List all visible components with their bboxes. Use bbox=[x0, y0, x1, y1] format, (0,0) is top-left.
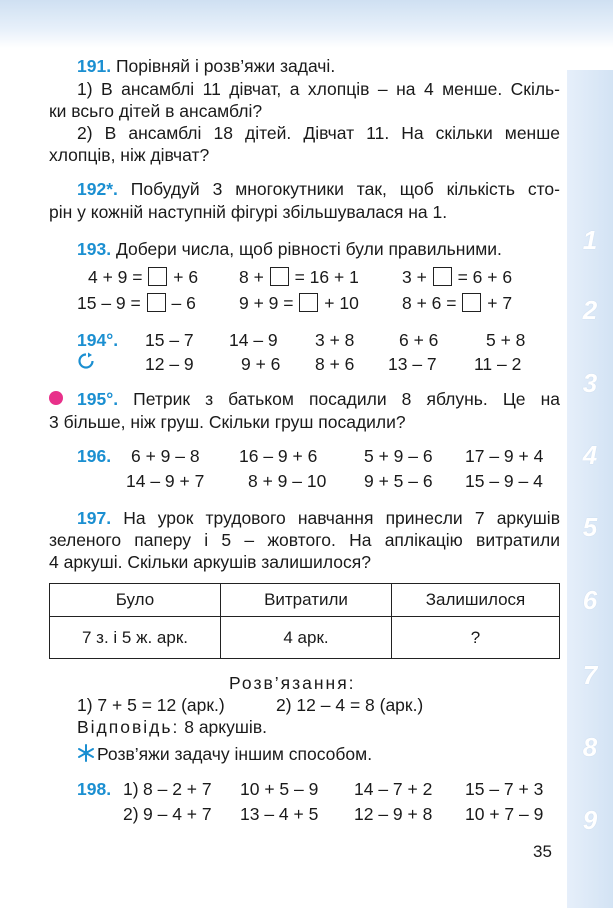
problem-195-line: 3 більше, ніж груш. Скільки груш посадили? bbox=[49, 412, 406, 432]
problem-number: 198. bbox=[77, 779, 112, 799]
answer-box[interactable] bbox=[148, 267, 167, 286]
equation-part: – 6 bbox=[171, 293, 196, 313]
equation-part: + 7 bbox=[487, 293, 513, 313]
equation-part: 3 + bbox=[402, 267, 427, 287]
answer-line bbox=[77, 716, 267, 738]
problem-191-line: 2) В ансамблі 18 дітей. Дівчат 11. На скільки менше bbox=[77, 123, 560, 143]
answer-box[interactable] bbox=[433, 267, 452, 286]
equation bbox=[77, 292, 196, 314]
table-header-cell: Було bbox=[50, 584, 221, 617]
expression: 8 + 9 – 10 bbox=[248, 471, 327, 491]
equation-part: 4 + 9 = bbox=[88, 267, 143, 287]
problem-197-line: зеленого паперу і 5 – жовтого. На аплікацію витратили bbox=[49, 530, 560, 550]
equation bbox=[239, 266, 359, 288]
expression: 10 + 7 – 9 bbox=[465, 804, 544, 824]
side-number: 9 bbox=[582, 805, 598, 835]
pink-bullet-icon bbox=[49, 391, 63, 405]
problem-text: Побудуй 3 многокутники так, щоб кількість сто- bbox=[130, 179, 560, 199]
table-cell: 7 з. і 5 ж. арк. bbox=[50, 617, 221, 659]
top-decor-band bbox=[0, 0, 613, 48]
problem-number: 192*. bbox=[77, 179, 118, 199]
expression: 8 – 2 + 7 bbox=[143, 779, 212, 799]
equation-part: + 10 bbox=[324, 293, 359, 313]
problem-number: 194°. bbox=[77, 330, 119, 350]
problem-194-number bbox=[77, 329, 118, 351]
problem-196-number bbox=[77, 445, 111, 467]
problem-number: 195°. bbox=[77, 389, 119, 409]
problem-191-line: ки всьго дітей в ансамблі? bbox=[49, 101, 263, 121]
problem-192-line: рін у кожній наступній фігурі збільшувалася на 1. bbox=[49, 202, 448, 222]
expression: 14 – 9 + 7 bbox=[126, 471, 205, 491]
expression: 6 + 9 – 8 bbox=[131, 446, 200, 466]
equation-part: 8 + bbox=[239, 267, 264, 287]
expression: 10 + 5 – 9 bbox=[240, 779, 319, 799]
side-number: 5 bbox=[582, 512, 598, 542]
side-number: 3 bbox=[582, 368, 598, 398]
data-table bbox=[49, 583, 560, 659]
problem-text: Порівняй і розв’яжи задачі. bbox=[115, 56, 336, 76]
expression: 15 – 7 bbox=[145, 330, 194, 350]
problem-text: Петрик з батьком посадили 8 яблунь. Це на bbox=[133, 389, 560, 409]
expression: 5 + 8 bbox=[486, 330, 526, 350]
solution-step: 2) 12 – 4 = 8 (арк.) bbox=[276, 695, 424, 715]
expression: 14 – 7 + 2 bbox=[354, 779, 433, 799]
expression: 9 + 5 – 6 bbox=[364, 471, 433, 491]
answer-text: 8 аркушів. bbox=[184, 717, 267, 737]
table-cell: ? bbox=[392, 617, 560, 659]
expression: 9 – 4 + 7 bbox=[143, 804, 212, 824]
expression: 11 – 2 bbox=[474, 354, 522, 374]
equation bbox=[402, 266, 512, 288]
problem-number: 191. bbox=[77, 56, 112, 76]
expression: 5 + 9 – 6 bbox=[364, 446, 433, 466]
problem-191-line: хлопців, ніж дівчат? bbox=[49, 145, 210, 165]
problem-number: 193. bbox=[77, 239, 112, 259]
side-number: 6 bbox=[582, 585, 598, 615]
side-decor-band bbox=[567, 70, 613, 908]
refresh-icon bbox=[77, 352, 95, 370]
table-header-row bbox=[50, 584, 560, 617]
expression: 17 – 9 + 4 bbox=[465, 446, 544, 466]
problem-191-title bbox=[77, 55, 335, 77]
solution-title: Розв’язання: bbox=[229, 673, 356, 693]
equation-part: = 6 + 6 bbox=[457, 267, 513, 287]
problem-192-line bbox=[77, 178, 560, 200]
problem-197-line: 4 аркуші. Скільки аркушів залишилося? bbox=[49, 552, 371, 572]
problem-191-line: 1) В ансамблі 11 дівчат, а хлопців – на 4 менше. Скіль- bbox=[77, 79, 560, 99]
problem-198-number bbox=[77, 778, 111, 800]
expression: 9 + 6 bbox=[241, 354, 281, 374]
equation bbox=[239, 292, 359, 314]
answer-box[interactable] bbox=[147, 293, 166, 312]
answer-box[interactable] bbox=[299, 293, 318, 312]
expression: 14 – 9 bbox=[229, 330, 278, 350]
equation-part: = 16 + 1 bbox=[294, 267, 359, 287]
table-header-cell: Витратили bbox=[221, 584, 392, 617]
problem-number: 196. bbox=[77, 446, 112, 466]
expression: 13 – 4 + 5 bbox=[240, 804, 319, 824]
row-label: 1) bbox=[123, 779, 139, 799]
expression: 15 – 9 – 4 bbox=[465, 471, 543, 491]
page-number: 35 bbox=[533, 842, 552, 861]
equation-part: 9 + 9 = bbox=[239, 293, 294, 313]
side-number: 4 bbox=[582, 440, 598, 470]
expression: 15 – 7 + 3 bbox=[465, 779, 544, 799]
side-number: 2 bbox=[582, 295, 598, 325]
equation-part: 15 – 9 = bbox=[77, 293, 141, 313]
equation bbox=[402, 292, 512, 314]
expression: 8 + 6 bbox=[315, 354, 355, 374]
table-row bbox=[50, 617, 560, 659]
row-label: 2) bbox=[123, 804, 139, 824]
snowflake-icon bbox=[77, 744, 95, 762]
problem-text: Добери числа, щоб рівності були правильними. bbox=[115, 239, 502, 259]
expression: 16 – 9 + 6 bbox=[239, 446, 318, 466]
expression: 12 – 9 bbox=[145, 354, 194, 374]
equation-part: 8 + 6 = bbox=[402, 293, 457, 313]
expression: 6 + 6 bbox=[399, 330, 439, 350]
problem-193-title bbox=[77, 238, 502, 260]
side-number: 7 bbox=[582, 660, 598, 690]
answer-label: Відповідь: bbox=[77, 717, 180, 737]
equation-part: + 6 bbox=[173, 267, 199, 287]
problem-text: На урок трудового навчання принесли 7 аркушів bbox=[123, 508, 560, 528]
side-number: 1 bbox=[582, 225, 598, 255]
expression: 13 – 7 bbox=[388, 354, 437, 374]
expression: 3 + 8 bbox=[315, 330, 355, 350]
equation bbox=[88, 266, 198, 288]
solution-step: 1) 7 + 5 = 12 (арк.) bbox=[77, 695, 225, 715]
expression: 12 – 9 + 8 bbox=[354, 804, 433, 824]
answer-box[interactable] bbox=[270, 267, 289, 286]
problem-197-line bbox=[77, 507, 560, 529]
table-header-cell: Залишилося bbox=[392, 584, 560, 617]
problem-195-line bbox=[77, 388, 560, 410]
problem-number: 197. bbox=[77, 508, 112, 528]
table-cell: 4 арк. bbox=[221, 617, 392, 659]
extra-task: Розв’яжи задачу іншим способом. bbox=[97, 744, 373, 764]
side-number: 8 bbox=[582, 732, 598, 762]
answer-box[interactable] bbox=[462, 293, 481, 312]
